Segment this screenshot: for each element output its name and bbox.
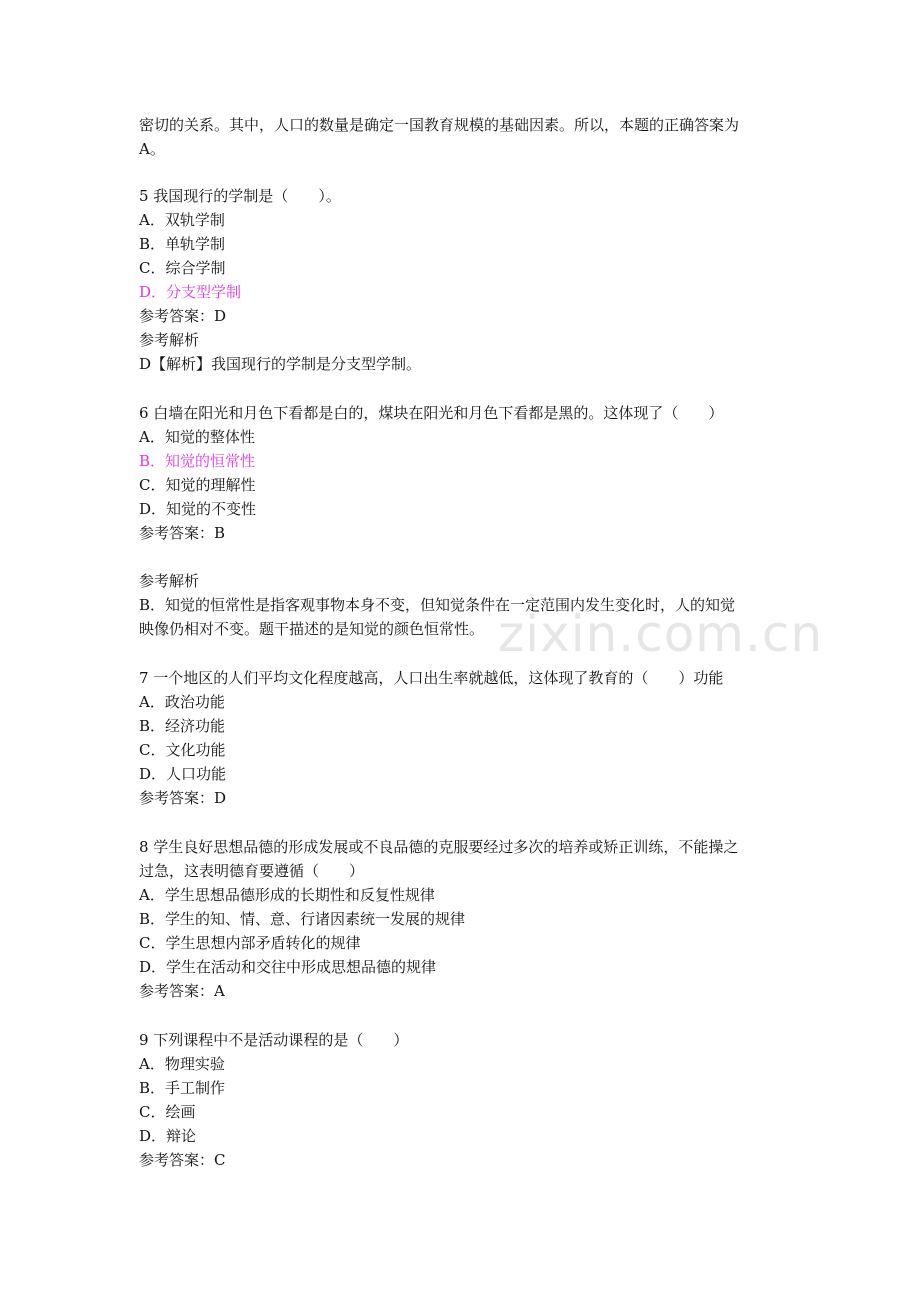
question-8-option-c: C．学生思想内部矛盾转化的规律 (139, 934, 361, 952)
question-6-analysis-line-1: B．知觉的恒常性是指客观事物本身不变，但知觉条件在一定范围内发生变化时，人的知觉 (139, 596, 736, 614)
question-7-stem: 7 一个地区的人们平均文化程度越高，人口出生率就越低，这体现了教育的（ ）功能 (139, 669, 724, 687)
intro-line-2: A。 (139, 140, 165, 158)
question-7-option-c: C．文化功能 (139, 741, 226, 759)
question-9-option-c: C．绘画 (139, 1103, 196, 1121)
question-8-stem-line-2: 过急，这表明德育要遵循（ ） (139, 862, 365, 880)
intro-line-1: 密切的关系。其中，人口的数量是确定一国教育规模的基础因素。所以，本题的正确答案为 (139, 116, 740, 134)
question-5-option-b: B．单轨学制 (139, 235, 226, 253)
question-6-option-a: A．知觉的整体性 (139, 428, 255, 446)
question-7-option-b: B．经济功能 (139, 717, 226, 735)
question-7-option-d: D．人口功能 (139, 765, 227, 783)
question-6-option-b-correct: B．知觉的恒常性 (139, 452, 256, 470)
question-5-answer: 参考答案：D (139, 307, 227, 325)
question-8-stem-line-1: 8 学生良好思想品德的形成发展或不良品德的克服要经过多次的培养或矫正训练，不能操之 (139, 838, 739, 856)
question-6-option-c: C．知觉的理解性 (139, 476, 256, 494)
question-9-option-d: D．辩论 (139, 1127, 197, 1145)
question-8-option-d: D．学生在活动和交往中形成思想品德的规律 (139, 958, 437, 976)
question-5-option-c: C．综合学制 (139, 259, 226, 277)
question-8-answer: 参考答案：A (139, 982, 225, 1000)
question-6-stem: 6 白墙在阳光和月色下看都是白的，煤块在阳光和月色下看都是黑的。这体现了（ ） (139, 404, 724, 422)
question-6-option-d: D．知觉的不变性 (139, 500, 257, 518)
question-9-stem: 9 下列课程中不是活动课程的是（ ） (139, 1031, 409, 1049)
question-6-analysis-line-2: 映像仍相对不变。题干描述的是知觉的颜色恒常性。 (139, 620, 485, 638)
question-5-option-d-correct: D．分支型学制 (139, 283, 242, 301)
question-7-answer: 参考答案：D (139, 789, 227, 807)
question-9-option-a: A．物理实验 (139, 1055, 225, 1073)
question-5-stem: 5 我国现行的学制是（ ）。 (139, 187, 341, 205)
question-8-option-b: B．学生的知、情、意、行诸因素统一发展的规律 (139, 910, 466, 928)
question-6-analysis-label: 参考解析 (139, 572, 200, 590)
watermark: zixin.com.cn (498, 605, 824, 663)
question-9-option-b: B．手工制作 (139, 1079, 226, 1097)
question-5-analysis-label: 参考解析 (139, 331, 200, 349)
question-7-option-a: A．政治功能 (139, 693, 225, 711)
question-5-option-a: A．双轨学制 (139, 211, 225, 229)
question-9-answer: 参考答案：C (139, 1151, 226, 1169)
question-6-answer: 参考答案：B (139, 524, 226, 542)
question-8-option-a: A．学生思想品德形成的长期性和反复性规律 (139, 886, 435, 904)
question-5-analysis: D【解析】我国现行的学制是分支型学制。 (139, 355, 422, 373)
